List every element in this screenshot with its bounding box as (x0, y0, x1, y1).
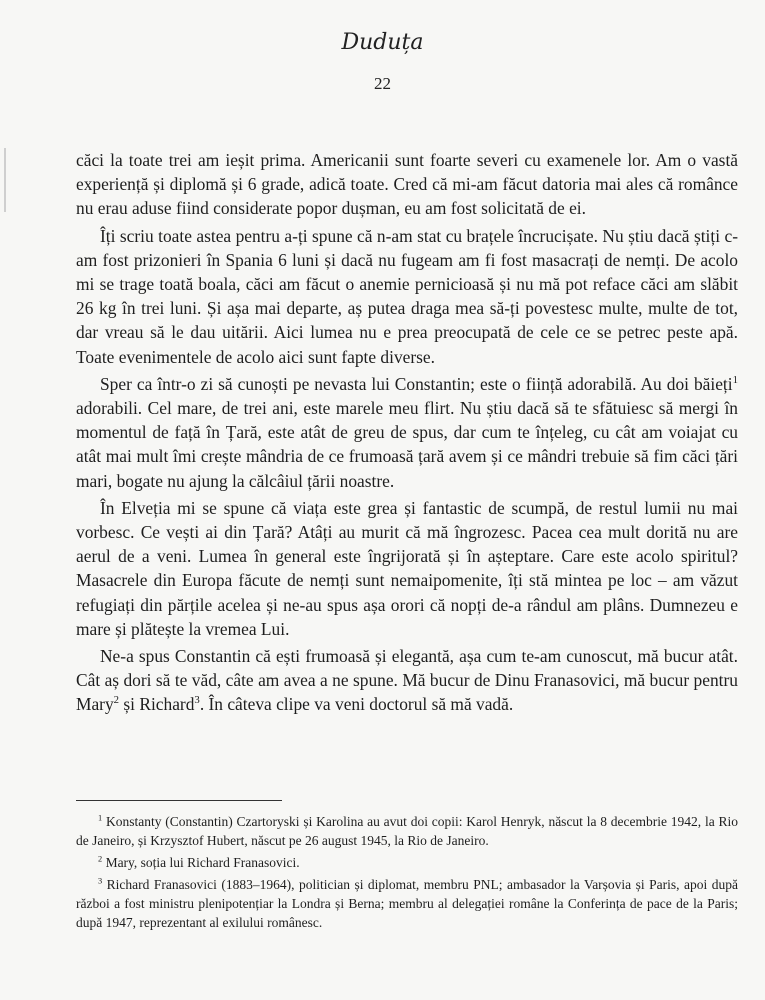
body-text (76, 148, 738, 717)
footnote (76, 853, 738, 872)
page-number: 22 (374, 74, 391, 93)
footnote-text: Konstanty (Constantin) Czartoryski și Karolina au avut doi copii: Karol Henryk, născut la 8 decembrie 1942, la Rio de Janeiro, și Krzysztof Hubert, născut pe 26 august 1945, la Rio de Janeiro. (76, 814, 738, 848)
paragraph-text: și Richard (119, 694, 195, 715)
footnote (76, 812, 738, 850)
footnote-marker: 3 (98, 876, 103, 886)
running-head-title: Duduța (341, 30, 424, 55)
footnote-ref[interactable]: 1 (732, 374, 738, 387)
footnote-marker: 2 (98, 854, 103, 864)
paragraph-text: Sper ca într-o zi să cunoști pe nevasta lui Constantin; este o ființă adorabilă. Au doi băieți (100, 373, 733, 394)
paragraph (76, 644, 738, 717)
footnote-text: Mary, soția lui Richard Franasovici. (102, 855, 300, 870)
footnote-ref[interactable]: 2 (113, 694, 120, 707)
footnotes (76, 812, 738, 935)
paragraph-text: Ne-a spus Constantin că ești frumoasă și elegantă, așa cum te-am cunoscut, mă bucur atât. Cât aș dori să te văd, câte am avea a ne spune. Mă bucur de Dinu Franasovici, mă bucur pentru Mary (76, 646, 738, 715)
footnote-text: Richard Franasovici (1883–1964), politician și diplomat, membru PNL; ambasador la Varșovia și Paris, apoi după război a fost ministru plenipotențiar la Londra și Berna; membru al delegației române la Conferința de pace de la Paris; după 1947, reprezentant al exilului românesc. (76, 877, 738, 930)
footnote-marker: 1 (98, 813, 103, 823)
paragraph: căci la toate trei am ieșit prima. Americanii sunt foarte severi cu examenele lor. Am o vastă experiență și diplomă și 6 grade, adică toate. Cred că mi-am făcut datoria mai ales că românce nu erau aduse fiind considerate popor dușman, eu am fost solicitată de ei. (76, 150, 738, 219)
footnote (76, 875, 738, 932)
paragraph: În Elveția mi se spune că viața este grea și fantastic de scumpă, de restul lumii nu mai vorbesc. Ce vești ai din Țară? Atâți au murit că mă îngrozesc. Pacea cea mult dorită nu are aerul de a veni. Lumea în general este îngrijorată și în așteptare. Care este acolo spiritul? Masacrele din Europa făcute de nemți sunt nemaipomenite, îți stă mintea pe loc – am văzut refugiați din părțile acelea și ne-au spus așa orori că nopți de-a rândul am plâns. Dumnezeu e mare și plătește la vremea Lui. (76, 497, 738, 639)
footnote-ref[interactable]: 3 (194, 694, 200, 707)
paragraph: Îți scriu toate astea pentru a-ți spune că n-am stat cu brațele încrucișate. Nu știu dacă știți c-am fost prizonieri în Spania 6 luni și dacă nu fugeam am fi fost masacrați de nemți. De acolo mi se trage toată boala, căci am făcut o anemie pernicioasă și nu mă pot reface căci am slăbit 26 kg în trei luni. Și așa mai departe, aș putea draga mea să-ți povestesc multe, multe de tot, dar vreau să le dau uitării. Aici lumea nu e prea preocupată de cele ce se petrec peste apă. Toate evenimentele de acolo aici sunt fapte diverse. (76, 225, 738, 367)
footnote-separator (76, 800, 282, 801)
paragraph-text: . În câteva clipe va veni doctorul să mă vadă. (199, 694, 514, 715)
paragraph-text: adorabili. Cel mare, de trei ani, este marele meu flirt. Nu știu dacă să te sfătuiesc să mergi în momentul de față în Țară, este atât de greu de spus, dar cum te înțeleg, cu cât am voiajat cu atât mai mult îmi crește mândria de ce frumoasă țară avem și ce mândri trebuie să fim căci țări mari, bogate nu ajung la călcâiul țării noastre. (76, 398, 738, 491)
paragraph (76, 372, 738, 493)
binding-shadow (4, 148, 6, 212)
